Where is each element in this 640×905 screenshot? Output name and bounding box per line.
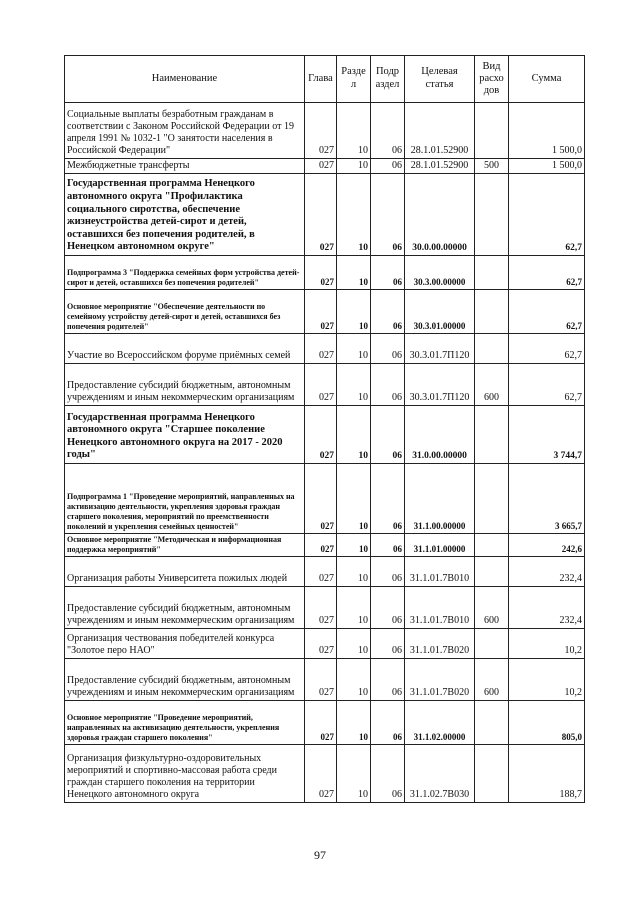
header-vid: Вид расхо дов [475, 56, 509, 103]
cell-glava: 027 [305, 406, 337, 464]
cell-podrazdel: 06 [371, 406, 405, 464]
cell-podrazdel: 06 [371, 587, 405, 629]
cell-razdel: 10 [337, 174, 371, 256]
cell-target: 30.3.01.7П120 [405, 334, 475, 364]
cell-sum: 3 665,7 [509, 464, 585, 534]
cell-target: 31.1.00.00000 [405, 464, 475, 534]
cell-vid [475, 745, 509, 803]
cell-target: 30.3.00.00000 [405, 256, 475, 290]
header-name: Наименование [65, 56, 305, 103]
cell-glava: 027 [305, 557, 337, 587]
cell-glava: 027 [305, 587, 337, 629]
cell-sum: 3 744,7 [509, 406, 585, 464]
table-row [65, 464, 585, 534]
cell-sum: 62,7 [509, 256, 585, 290]
cell-target: 31.1.01.7В010 [405, 587, 475, 629]
cell-podrazdel: 06 [371, 334, 405, 364]
cell-razdel: 10 [337, 290, 371, 334]
cell-target: 31.1.01.7В020 [405, 659, 475, 701]
cell-target: 28.1.01.52900 [405, 103, 475, 159]
cell-vid [475, 174, 509, 256]
cell-podrazdel: 06 [371, 256, 405, 290]
cell-sum: 188,7 [509, 745, 585, 803]
cell-sum: 1 500,0 [509, 159, 585, 174]
cell-podrazdel: 06 [371, 557, 405, 587]
cell-podrazdel: 06 [371, 659, 405, 701]
cell-podrazdel: 06 [371, 534, 405, 557]
cell-target: 31.1.01.7В010 [405, 557, 475, 587]
cell-glava: 027 [305, 534, 337, 557]
cell-glava: 027 [305, 334, 337, 364]
table-row [65, 174, 585, 256]
cell-vid [475, 464, 509, 534]
cell-name: Организация работы Университета пожилых людей [65, 557, 305, 587]
cell-sum: 62,7 [509, 364, 585, 406]
cell-name: Основное мероприятие "Методическая и информационная поддержка мероприятий" [65, 534, 305, 557]
table-row [65, 290, 585, 334]
cell-razdel: 10 [337, 464, 371, 534]
cell-vid [475, 534, 509, 557]
table-row [65, 364, 585, 406]
header-razdel: Разде л [337, 56, 371, 103]
header-glava: Глава [305, 56, 337, 103]
header-sum: Сумма [509, 56, 585, 103]
cell-razdel: 10 [337, 334, 371, 364]
cell-target: 31.0.00.00000 [405, 406, 475, 464]
cell-glava: 027 [305, 290, 337, 334]
table-row [65, 659, 585, 701]
cell-target: 30.3.01.00000 [405, 290, 475, 334]
cell-vid: 500 [475, 159, 509, 174]
cell-glava: 027 [305, 159, 337, 174]
table-row [65, 745, 585, 803]
table-header-row [65, 56, 585, 103]
page-number: 97 [314, 848, 326, 862]
cell-razdel: 10 [337, 659, 371, 701]
cell-razdel: 10 [337, 534, 371, 557]
cell-name: Межбюджетные трансферты [65, 159, 305, 174]
cell-razdel: 10 [337, 745, 371, 803]
cell-target: 30.0.00.00000 [405, 174, 475, 256]
cell-podrazdel: 06 [371, 701, 405, 745]
cell-sum: 242,6 [509, 534, 585, 557]
cell-podrazdel: 06 [371, 174, 405, 256]
table-row [65, 534, 585, 557]
cell-name: Социальные выплаты безработным гражданам в соответствии с Законом Российской Федерации от 19 апреля 1991 № 1032-1 "О занятости населения в Российской Федерации" [65, 103, 305, 159]
cell-razdel: 10 [337, 629, 371, 659]
cell-vid [475, 629, 509, 659]
cell-name: Подпрограмма 1 "Проведение мероприятий, направленных на активизацию деятельности, укрепления здоровья граждан старшего поколения, мероприятий по преемственности поколений и укрепления семейных ценностей" [65, 464, 305, 534]
table-row [65, 629, 585, 659]
cell-name: Основное мероприятие "Проведение мероприятий, направленных на активизацию деятельности, укрепления здоровья граждан старшего поколения" [65, 701, 305, 745]
cell-glava: 027 [305, 364, 337, 406]
table-row [65, 103, 585, 159]
cell-sum: 232,4 [509, 557, 585, 587]
cell-target: 28.1.01.52900 [405, 159, 475, 174]
cell-vid [475, 334, 509, 364]
cell-razdel: 10 [337, 587, 371, 629]
cell-target: 31.1.01.7В020 [405, 629, 475, 659]
cell-name: Государственная программа Ненецкого автономного округа "Старшее поколение Ненецкого автономного округа на 2017 - 2020 годы" [65, 406, 305, 464]
cell-razdel: 10 [337, 557, 371, 587]
cell-vid [475, 406, 509, 464]
table-row [65, 406, 585, 464]
cell-glava: 027 [305, 629, 337, 659]
cell-name: Предоставление субсидий бюджетным, автономным учреждениям и иным некоммерческим организациям [65, 659, 305, 701]
cell-name: Организация физкультурно-оздоровительных мероприятий и спортивно-массовая работа среди граждан старшего поколения на территории Ненецкого автономного округа [65, 745, 305, 803]
cell-sum: 62,7 [509, 174, 585, 256]
cell-target: 31.1.02.00000 [405, 701, 475, 745]
cell-razdel: 10 [337, 364, 371, 406]
cell-sum: 1 500,0 [509, 103, 585, 159]
table-row [65, 159, 585, 174]
cell-target: 31.1.02.7В030 [405, 745, 475, 803]
table-row [65, 256, 585, 290]
cell-sum: 10,2 [509, 659, 585, 701]
cell-glava: 027 [305, 659, 337, 701]
cell-podrazdel: 06 [371, 364, 405, 406]
cell-name: Подпрограмма 3 "Поддержка семейных форм устройства детей-сирот и детей, оставшихся без попечения родителей" [65, 256, 305, 290]
cell-vid [475, 103, 509, 159]
cell-glava: 027 [305, 464, 337, 534]
cell-name: Участие во Всероссийском форуме приёмных семей [65, 334, 305, 364]
cell-vid: 600 [475, 587, 509, 629]
cell-vid: 600 [475, 659, 509, 701]
budget-table [64, 55, 585, 803]
cell-glava: 027 [305, 103, 337, 159]
table-body [65, 103, 585, 803]
cell-podrazdel: 06 [371, 159, 405, 174]
cell-sum: 805,0 [509, 701, 585, 745]
cell-vid [475, 290, 509, 334]
cell-name: Основное мероприятие "Обеспечение деятельности по семейному устройству детей-сирот и детей, оставшихся без попечения родителей" [65, 290, 305, 334]
table-row [65, 701, 585, 745]
cell-razdel: 10 [337, 406, 371, 464]
table-row [65, 587, 585, 629]
header-podrazdel: Подр аздел [371, 56, 405, 103]
cell-sum: 62,7 [509, 334, 585, 364]
cell-podrazdel: 06 [371, 745, 405, 803]
cell-name: Предоставление субсидий бюджетным, автономным учреждениям и иным некоммерческим организациям [65, 364, 305, 406]
cell-sum: 62,7 [509, 290, 585, 334]
cell-glava: 027 [305, 256, 337, 290]
header-target: Целевая статья [405, 56, 475, 103]
cell-vid [475, 557, 509, 587]
cell-razdel: 10 [337, 159, 371, 174]
table-row [65, 557, 585, 587]
cell-glava: 027 [305, 174, 337, 256]
cell-name: Предоставление субсидий бюджетным, автономным учреждениям и иным некоммерческим организациям [65, 587, 305, 629]
cell-vid [475, 256, 509, 290]
cell-sum: 232,4 [509, 587, 585, 629]
cell-glava: 027 [305, 745, 337, 803]
cell-name: Государственная программа Ненецкого автономного округа "Профилактика социального сиротства, обеспечение жизнеустройства детей-сирот и детей, оставшихся без попечения родителей, в Ненецком автономном округе" [65, 174, 305, 256]
cell-name: Организация чествования победителей конкурса "Золотое перо НАО" [65, 629, 305, 659]
cell-vid [475, 701, 509, 745]
cell-razdel: 10 [337, 256, 371, 290]
cell-target: 31.1.01.00000 [405, 534, 475, 557]
cell-podrazdel: 06 [371, 103, 405, 159]
cell-razdel: 10 [337, 103, 371, 159]
table-row [65, 334, 585, 364]
cell-sum: 10,2 [509, 629, 585, 659]
cell-target: 30.3.01.7П120 [405, 364, 475, 406]
cell-podrazdel: 06 [371, 464, 405, 534]
cell-vid: 600 [475, 364, 509, 406]
cell-podrazdel: 06 [371, 629, 405, 659]
cell-razdel: 10 [337, 701, 371, 745]
cell-glava: 027 [305, 701, 337, 745]
cell-podrazdel: 06 [371, 290, 405, 334]
